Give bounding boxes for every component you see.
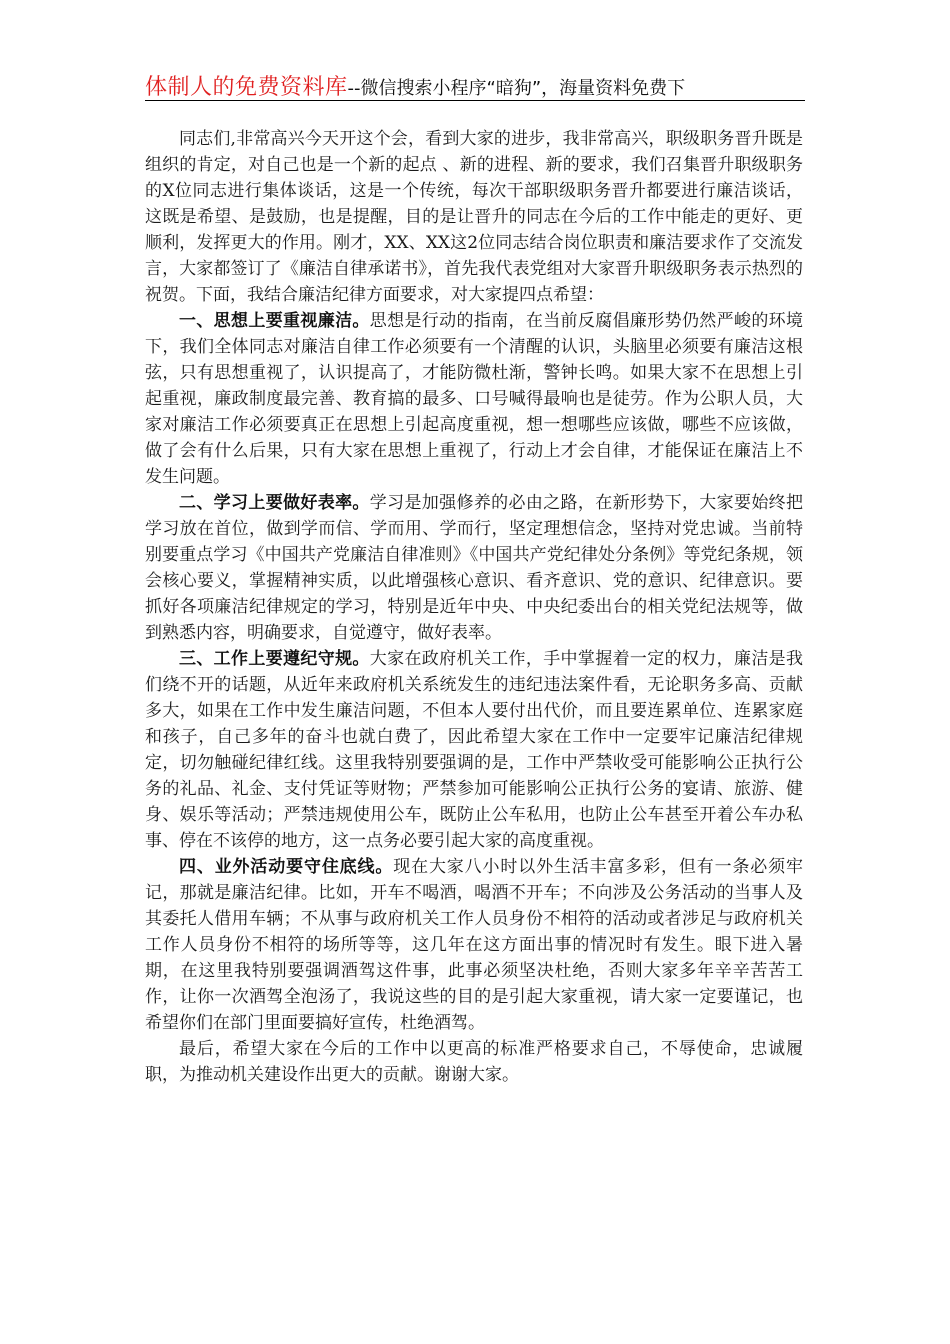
point-four-heading: 四、业外活动要守住底线。 (179, 857, 394, 877)
closing-paragraph: 最后，希望大家在今后的工作中以更高的标准严格要求自己，不辱使命，忠诚履职，为推动机关建设作出更大的贡献。谢谢大家。 (145, 1039, 803, 1085)
point-four-paragraph (145, 854, 803, 1036)
point-one-paragraph (145, 308, 803, 490)
page-header (145, 70, 805, 101)
intro-paragraph: 同志们,非常高兴今天开这个会，看到大家的进步，我非常高兴，职级职务晋升既是组织的肯定，对自己也是一个新的起点 、新的进程、新的要求，我们召集晋升职级职务的X位同志进行集体谈话，这是一个传统，每次干部职级职务晋升都要进行廉洁谈话，这既是希望、是鼓励，也是提醒，目的是让晋升的同志在今后的工作中能走的更好、更顺利，发挥更大的作用。刚才，XX、XX这2位同志结合岗位职责和廉洁要求作了交流发言，大家都签订了《廉洁自律承诺书》，首先我代表党组对大家晋升职级职务表示热烈的祝贺。下面，我结合廉洁纪律方面要求，对大家提四点希望： (145, 129, 803, 305)
point-one-heading: 一、思想上要重视廉洁。 (179, 311, 370, 331)
point-two-heading: 二、学习上要做好表率。 (179, 493, 370, 513)
point-one-text: 思想是行动的指南，在当前反腐倡廉形势仍然严峻的环境下，我们全体同志对廉洁自律工作必须要有一个清醒的认识，头脑里必须要有廉洁这根弦，只有思想重视了，认识提高了，才能防微杜渐，警钟长鸣。如果大家不在思想上引起重视，廉政制度最完善、教育搞的最多、口号喊得最响也是徒劳。作为公职人员，大家对廉洁工作必须要真正在思想上引起高度重视，想一想哪些应该做，哪些不应该做，做了会有什么后果，只有大家在思想上重视了，行动上才会自律，才能保证在廉洁上不发生问题。 (145, 311, 804, 487)
point-four-text: 现在大家八小时以外生活丰富多彩，但有一条必须牢记，那就是廉洁纪律。比如，开车不喝酒，喝酒不开车；不向涉及公务活动的当事人及其委托人借用车辆；不从事与政府机关工作人员身份不相符的活动或者涉足与政府机关工作人员身份不相符的场所等等，这几年在这方面出事的情况时有发生。眼下进入暑期，在这里我特别要强调酒驾这件事，此事必须坚决杜绝，否则大家多年辛辛苦苦工作，让你一次酒驾全泡汤了，我说这些的目的是引起大家重视，请大家一定要谨记，也希望你们在部门里面要搞好宣传，杜绝酒驾。 (145, 857, 804, 1033)
point-three-heading: 三、工作上要遵纪守规。 (179, 649, 370, 669)
point-two-paragraph (145, 490, 803, 646)
point-three-text: 大家在政府机关工作，手中掌握着一定的权力，廉洁是我们绕不开的话题，从近年来政府机关系统发生的违纪违法案件看，无论职务多高、贡献多大，如果在工作中发生廉洁问题，不但本人要付出代价，而且要连累单位、连累家庭和孩子，自己多年的奋斗也就白费了，因此希望大家在工作中一定要牢记廉洁纪律规定，切勿触碰纪律红线。这里我特别要强调的是，工作中严禁收受可能影响公正执行公务的礼品、礼金、支付凭证等财物；严禁参加可能影响公正执行公务的宴请、旅游、健身、娱乐等活动；严禁违规使用公车，既防止公车私用，也防止公车甚至开着公车办私事、停在不该停的地方，这一点务必要引起大家的高度重视。 (145, 649, 804, 851)
document-body (145, 126, 803, 1088)
point-two-text: 学习是加强修养的必由之路，在新形势下，大家要始终把学习放在首位，做到学而信、学而用、学而行，坚定理想信念，坚持对党忠诚。当前特别要重点学习《中国共产党廉洁自律准则》《中国共产党纪律处分条例》等党纪条规，领会核心要义，掌握精神实质，以此增强核心意识、看齐意识、党的意识、纪律意识。要抓好各项廉洁纪律规定的学习，特别是近年中央、中央纪委出台的相关党纪法规等，做到熟悉内容，明确要求，自觉遵守，做好表率。 (145, 493, 804, 643)
header-brand: 体制人的免费资料库 (145, 75, 348, 100)
header-slogan: --微信搜索小程序“暗狗”，海量资料免费下 (347, 78, 686, 99)
point-three-paragraph (145, 646, 803, 854)
